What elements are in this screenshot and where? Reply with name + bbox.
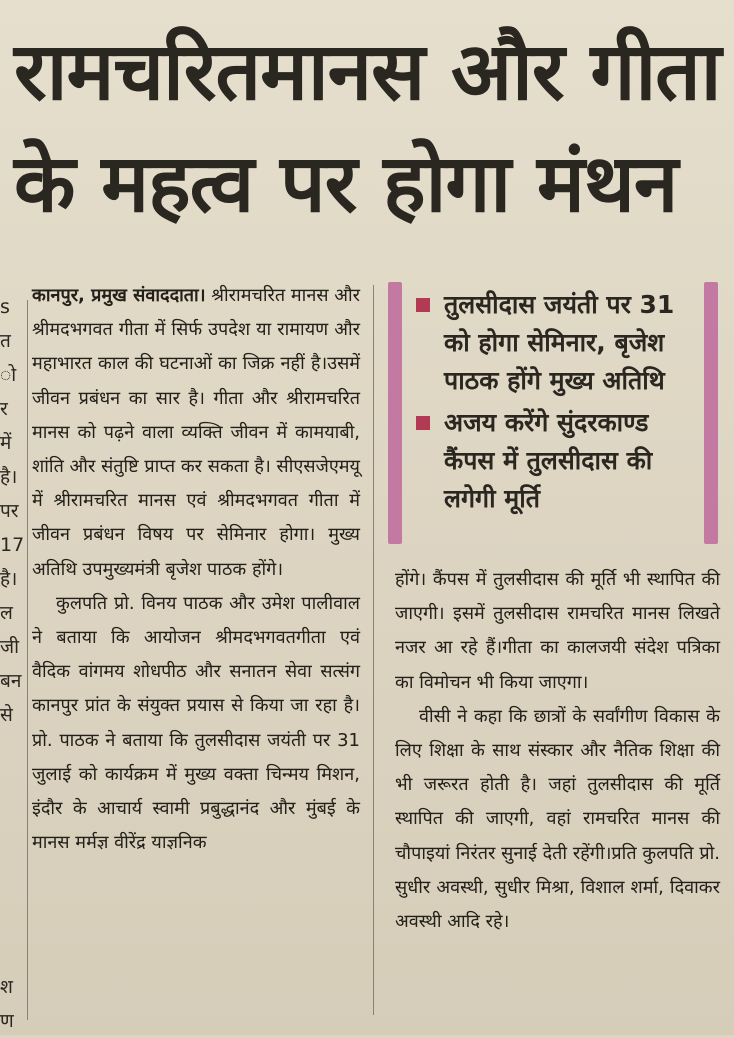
highlight-text: अजय करेंगे सुंदरकाण्ड कैंपस में तुलसीदास की लगेगी मूर्ति xyxy=(444,408,653,513)
fragment-line xyxy=(0,800,24,834)
fragment-line xyxy=(0,834,24,868)
fragment-line: है। xyxy=(0,568,18,590)
column-rule xyxy=(27,300,28,1020)
highlight-item xyxy=(418,286,688,400)
highlights-box xyxy=(388,282,718,544)
fragment-line: से xyxy=(0,704,13,726)
square-bullet-icon xyxy=(416,416,430,430)
fragment-line: 17 xyxy=(0,534,24,556)
fragment-line xyxy=(0,936,24,970)
fragment-line: र xyxy=(0,398,8,420)
fragment-line: श xyxy=(0,976,13,998)
headline-line-2: के महत्व पर होगा मंथन xyxy=(14,137,678,230)
highlight-item xyxy=(418,404,688,518)
adjacent-column-fragment xyxy=(0,290,24,1038)
article-column-right xyxy=(395,563,720,939)
fragment-line: ण xyxy=(0,1010,14,1032)
fragment-line: में xyxy=(0,432,12,454)
fragment-line: ो xyxy=(0,364,17,386)
fragment-line xyxy=(0,902,24,936)
accent-bar-left xyxy=(388,282,402,544)
article-paragraph-1 xyxy=(32,279,360,587)
article-column-left xyxy=(32,279,360,860)
fragment-line: पर xyxy=(0,500,19,522)
fragment-line xyxy=(0,732,24,766)
fragment-line xyxy=(0,766,24,800)
column-rule xyxy=(373,285,374,1015)
highlight-text: तुलसीदास जयंती पर 31 को होगा सेमिनार, बृजेश पाठक होंगे मुख्य अतिथि xyxy=(444,290,675,395)
article-paragraph-2: कुलपति प्रो. विनय पाठक और उमेश पालीवाल ने बताया कि आयोजन श्रीमदभगवतगीता एवं वैदिक वांगमय शोधपीठ और सनातन सेवा सत्संग कानपुर प्रांत के संयुक्त प्रयास से किया जा रहा है। प्रो. पाठक ने बताया कि तुलसीदास जयंती पर 31 जुलाई को कार्यक्रम में मुख्य वक्ता चिन्मय मिशन, इंदौर के आचार्य स्वामी प्रबुद्धानंद और मुंबई के मानस मर्मज्ञ वीरेंद्र याज्ञनिक xyxy=(32,592,360,854)
article-paragraph-4: वीसी ने कहा कि छात्रों के सर्वांगीण विकास के लिए शिक्षा के साथ संस्कार और नैतिक शिक्षा की भी जरूरत होती है। जहां तुलसीदास की मूर्ति स्थापित की जाएगी, वहां रामचरित मानस की चौपाइयां निरंतर सुनाई देती रहेंगी।प्रति कुलपति प्रो. सुधीर अवस्थी, सुधीर मिश्रा, विशाल शर्मा, दिवाकर अवस्थी आदि रहे। xyxy=(395,705,720,933)
square-bullet-icon xyxy=(416,298,430,312)
paragraph-text: श्रीरामचरित मानस और श्रीमदभगवत गीता में सिर्फ उपदेश या रामायण और महाभारत काल की घटनाओं का जिक्र नहीं है।उसमें जीवन प्रबंधन का सार है। गीता और श्रीरामचरित मानस को पढ़ने वाला व्यक्ति जीवन में कामयाबी, शांति और संतुष्टि प्राप्त कर सकता है। सीएसजेएमयू में श्रीरामचरित मानस एवं श्रीमदभगवत गीता में जीवन प्रबंधन विषय पर सेमिनार होगा। मुख्य अतिथि उपमुख्यमंत्री बृजेश पाठक होंगे। xyxy=(32,285,360,580)
fragment-line: बन xyxy=(0,670,22,692)
fragment-line: s xyxy=(0,296,10,318)
headline-line-1: रामचरितमानस और गीता xyxy=(14,25,721,118)
accent-bar-right xyxy=(704,282,718,544)
fragment-line: जी xyxy=(0,636,20,658)
article-paragraph-3: होंगे। कैंपस में तुलसीदास की मूर्ति भी स्थापित की जाएगी। इसमें तुलसीदास रामचरित मानस लिखते नजर आ रहे हैं।गीता का कालजयी संदेश पत्रिका का विमोचन भी किया जाएगा। xyxy=(395,569,720,693)
dateline: कानपुर, प्रमुख संवाददाता। xyxy=(32,285,206,306)
fragment-line: ल xyxy=(0,602,13,624)
fragment-line: त xyxy=(0,330,11,352)
fragment-line: है। xyxy=(0,466,18,488)
fragment-line xyxy=(0,868,24,902)
